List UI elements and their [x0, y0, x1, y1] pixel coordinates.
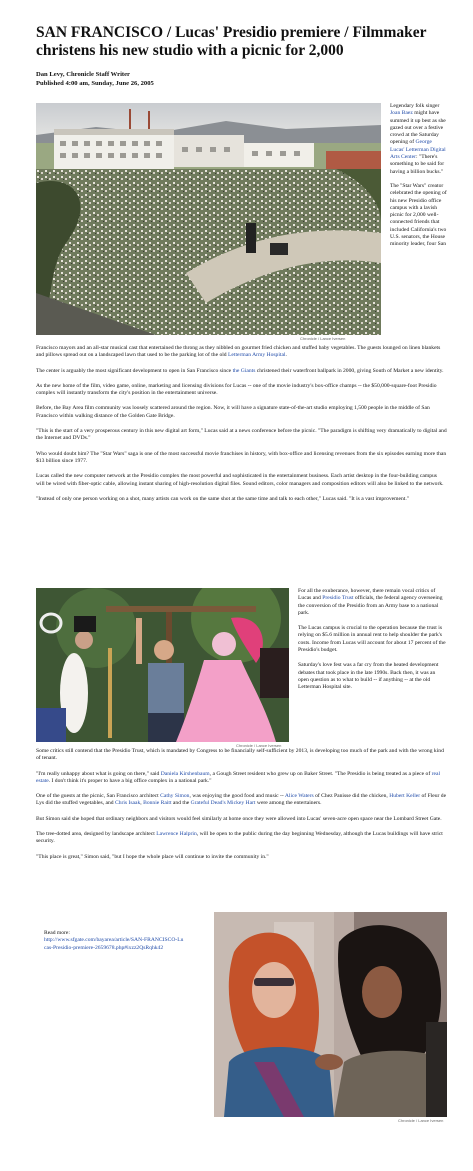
- photo-picnic-crowd-image: [36, 103, 381, 335]
- paragraph-quote-2: "Instead of only one person working on a shot, many artists can work on the same shot at the same time and talk to each other," Lucas said. "It is a vast improvement.": [36, 495, 410, 502]
- paragraph-critics: Some critics still contend that the Presidio Trust, which is mandated by Congress to be financially self-sufficient by 2013, is developing too much of the park and with the wrong kind of tenant.: [36, 748, 444, 762]
- celebration-paragraph: The "Star Wars" creator celebrated the opening of his new Presidio office campus with a lavish picnic for 2,000 well-connected friends that included California's two U.S. senators, the House minority leader, four San: [390, 182, 447, 248]
- link-cathy-simon[interactable]: Cathy Simon: [160, 793, 190, 800]
- read-more-link[interactable]: http://www.sfgate.com/bayarea/article/SAN-FRANCISCO-Lucas-Presidio-premiere-2659678.php#ixzz2QsRqhk42: [44, 937, 184, 951]
- photo-guests-image: [214, 912, 447, 1117]
- link-hubert-keller[interactable]: Hubert Keller: [389, 793, 421, 800]
- body-column-2: [36, 748, 447, 861]
- paragraph-home: As the new home of the film, video game, online, marketing and licensing divisions for Lucas -- one of the movie industry's box-office champs -- the $50,000-square-foot Presidio complex will instantly transform the city's position in the entertainment universe.: [36, 382, 437, 397]
- paragraph-love-fest: Saturday's love fest was a far cry from the heated development debates that took place in the late 1990s. Back then, it was an open question as to what to build -- if anything -- at the old Letterman Hospital site.: [298, 662, 439, 691]
- read-more-label: Read more:: [44, 930, 70, 936]
- read-more: [44, 930, 184, 952]
- paragraph-simon: But Simon said she hoped that ordinary neighbors and visitors would feel similarly at home once they were allowed into Lucas' seven-acre open space near the Lombard Street Gate.: [36, 815, 442, 822]
- byline: [36, 71, 336, 88]
- intro-paragraph: Legendary folk singer Joan Baez might have summed it up best as she gazed out over a festive crowd at the Saturday opening of George Lucas' Letterman Digital Arts Center: "There's something to be said for having a billion bucks.": [390, 103, 446, 175]
- photo-picnic-crowd: [36, 103, 381, 335]
- author: Dan Levy, Chronicle Staff Writer: [36, 71, 130, 78]
- paragraph-doubt: Who would doubt him? The "Star Wars" saga is one of the most successful movie franchises in history, with box-office and licensing revenues from the six episodes earning more than $13 billion since 1977.: [36, 450, 447, 464]
- critics-column: [298, 588, 446, 692]
- photo-credit: Chronicle / Lance Iversen: [398, 1118, 444, 1123]
- link-the-giants[interactable]: the Giants: [232, 367, 256, 374]
- link-bonnie-raitt[interactable]: Bonnie Raitt: [143, 800, 172, 807]
- link-real-estate[interactable]: real estate: [36, 770, 440, 784]
- paragraph-center: The center is arguably the most significant development to open in San Francisco since the Giants christened their waterfront ballpark in 2000, giving South of Market a new identity.: [36, 367, 444, 374]
- paragraph-network: Lucas called the new computer network at the Presidio complex the most powerful and sophisticated in the entertainment business. Each artist desktop in the four-building campus will be wired with fiber-optic cable, allowing instant sharing of high-resolution digital files. Sound editors, color managers and composition editors will also be linked to the network.: [36, 473, 444, 487]
- paragraph-unhappy: "I'm really unhappy about what is going on there," said Daniela Kirshenbaum, a Gough Street resident who grew up on Baker Street. "The Presidio is being treated as a piece of real estate. I don't think it's proper to have a big office complex in a national park.": [36, 770, 440, 784]
- headline: SAN FRANCISCO / Lucas' Presidio premiere / Filmmaker christens his new studio with a picnic for 2,000: [36, 24, 427, 59]
- publish-date: Published 4:00 am, Sunday, June 26, 2005: [36, 79, 154, 87]
- photo-guests: [214, 912, 447, 1117]
- link-daniela-kirshenbaum[interactable]: Daniela Kirshenbaum: [160, 770, 210, 777]
- link-chris-isaak[interactable]: Chris Isaak: [114, 800, 141, 807]
- link-lawrence-halprin[interactable]: Lawrence Halprin: [156, 831, 197, 838]
- paragraph-place: "This place is great," Simon said, "but I hope the whole place will continue to invite the community in.": [36, 853, 269, 860]
- paragraph-guests: One of the guests at the picnic, San Francisco architect Cathy Simon, was enjoying the good food and music -- Alice Waters of Chez Panisse did the chicken, Hubert Keller of Fleur de Lys did the stuffed vegetables, and Chris Isaak, Bonnie Raitt and the Grateful Dead's Mickey Hart were among the entertainers.: [36, 793, 447, 807]
- link-alice-waters[interactable]: Alice Waters: [284, 793, 314, 800]
- link-mickey-hart[interactable]: Grateful Dead's Mickey Hart: [190, 800, 256, 807]
- link-presidio-trust[interactable]: Presidio Trust: [322, 595, 354, 602]
- paragraph-before: Before, the Bay Area film community was loosely scattered around the region. Now, it will have a signature state-of-the-art studio employing 1,500 people in the middle of San Francisco within walking distance of the Golden Gate Bridge.: [36, 405, 430, 419]
- photo-performers: [36, 588, 289, 742]
- photo-credit: Chronicle / Lance Iversen: [236, 743, 282, 748]
- paragraph-campus: The Lucas campus is crucial to the operation because the trust is relying on $5.6 million in annual rent to help shoulder the park's costs. Income from Lucas will account for about 17 percent of the Presidio's budget.: [298, 625, 446, 654]
- photo-credit: Chronicle / Lance Iversen: [300, 336, 346, 341]
- link-letterman-army-hospital[interactable]: Letterman Army Hospital: [228, 352, 286, 359]
- body-column-1: [36, 345, 447, 503]
- paragraph-quote-1: "This is the start of a very prosperous century in this new digital art form," Lucas said at a news conference before the picnic. "The paradigm is shifting very dramatically to digital and the Internet and DVDs.": [36, 428, 447, 442]
- paragraph-exuberance: For all the exuberance, however, there remain vocal critics of Lucas and Presidio Trust officials, the federal agency overseeing the conversion of the Presidio from an Army base to a national park.: [298, 588, 443, 616]
- link-joan-baez[interactable]: Joan Baez: [390, 110, 413, 117]
- intro-column: [390, 103, 447, 249]
- paragraph-cont: Francisco mayors and an all-star musical cast that entertained the throng as they nibbled on gourmet fried chicken and stuffed baby vegetables. The guests lounged on linen blankets and pillows spread out on a landscaped lawn that used to be the parking lot of the old Letterman Army Hospital.: [36, 345, 441, 359]
- photo-performers-image: [36, 588, 289, 742]
- link-letterman-digital-arts-center[interactable]: George Lucas' Letterman Digital Arts Center: [390, 139, 446, 161]
- paragraph-tree: The tree-dotted area, designed by landscape architect Lawrence Halprin, will be open to the public during the day beginning Wednesday, although the Lucas buildings will have strict security.: [36, 831, 443, 845]
